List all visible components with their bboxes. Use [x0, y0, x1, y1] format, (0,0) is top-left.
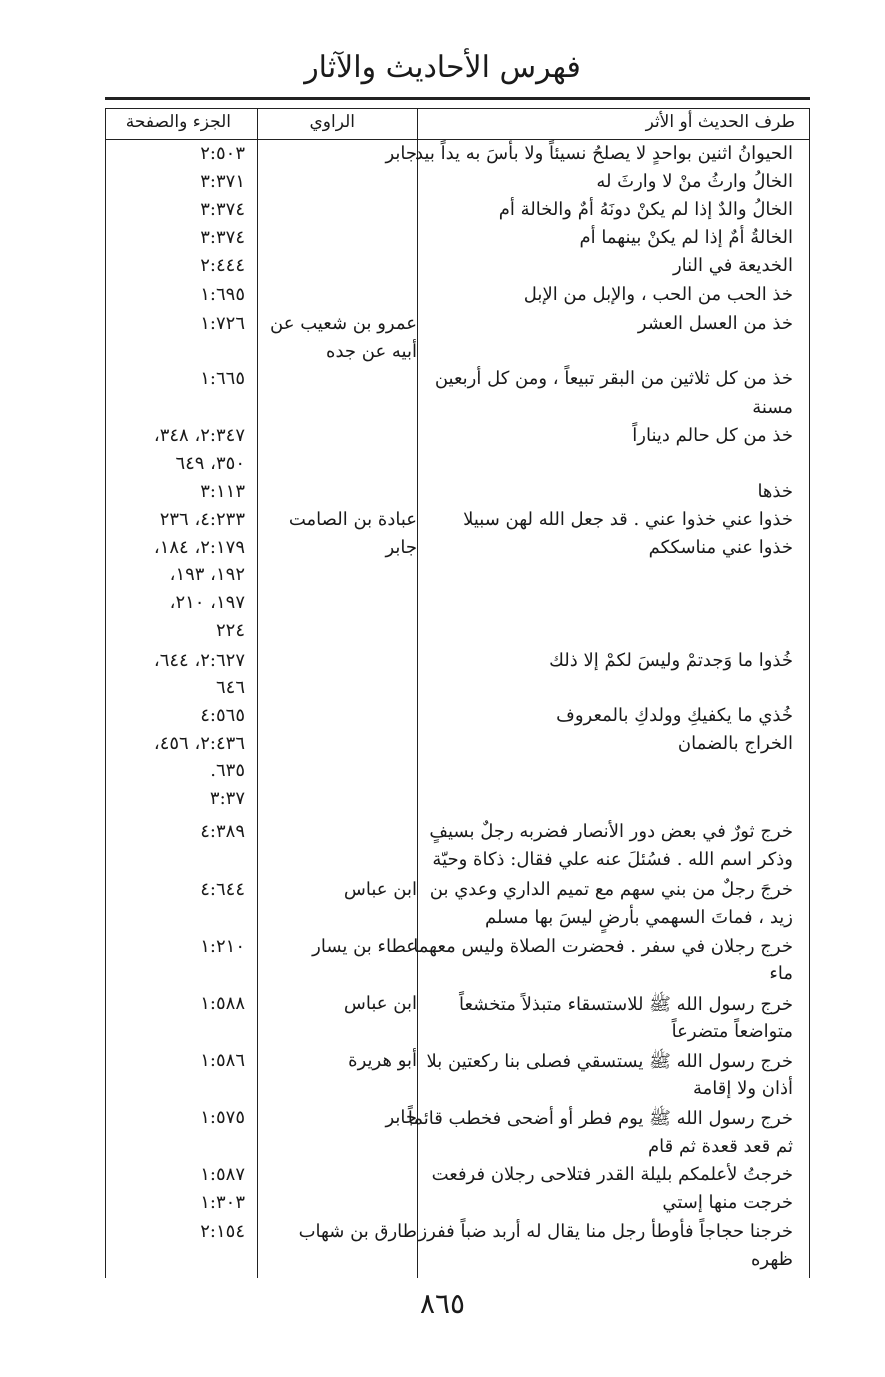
entry-text: الخالةُ أمٌ إذا لم يكنْ بينهما أم: [579, 227, 793, 248]
entry-pages: ٣:٣٧: [209, 788, 245, 809]
entry-text: وذكر اسم الله . فسُئلَ عنه علي فقال: ذكاة وحيّة: [432, 849, 793, 870]
entry-text: خرجت منها إستي: [662, 1192, 793, 1213]
entry-text: الخالُ وارثُ منْ لا وارثَ له: [596, 171, 793, 192]
entry-text: خذ من كل ثلاثين من البقر تبيعاً ، ومن كل أربعين: [434, 368, 793, 389]
entry-text: خرج رسول الله ﷺ للاستسقاء متبذلاً متخشعاً: [459, 994, 793, 1015]
title-rule: [105, 97, 810, 100]
entry-pages: ٣:٣٧١: [200, 171, 245, 192]
entry-pages: ٤:٥٦٥: [200, 705, 245, 726]
entry-narrator: طارق بن شهاب: [298, 1221, 417, 1242]
entry-text: ثم قعد قعدة ثم قام: [647, 1136, 793, 1157]
entry-pages: ٣:١١٣: [200, 481, 245, 502]
header-text-column: طرف الحديث أو الأثر: [645, 112, 795, 132]
entry-pages: ٢:٦٢٧، ٦٤٤،: [153, 650, 245, 671]
entry-pages: ٢٢٤: [215, 620, 245, 641]
entry-text: خُذي ما يكفيكِ وولدكِ بالمعروف: [556, 705, 793, 726]
entry-text: خرج رسول الله ﷺ يوم فطر أو أضحى فخطب قائماً: [407, 1108, 793, 1129]
entry-text: خرجنا حجاجاً فأوطأ رجل منا يقال له أربد ضباً ففرز: [418, 1221, 793, 1242]
entry-narrator: أبو هريرة: [348, 1050, 417, 1071]
entry-text: زيد ، فماتَ السهمي بأرضٍ ليسَ بها مسلم: [485, 907, 793, 928]
entry-text: خرج ثورٌ في بعض دور الأنصار فضربه رجلٌ بسيفٍ: [429, 821, 793, 842]
entry-text: الخالُ والدٌ إذا لم يكنْ دونَهُ أمٌ والخالة أم: [498, 199, 793, 220]
entry-pages: ٦٤٦: [215, 677, 245, 698]
entry-text: خذ من كل حالم ديناراً: [632, 425, 793, 446]
entry-text: خرجَ رجلٌ من بني سهم مع تميم الداري وعدي بن: [429, 879, 793, 900]
entry-text: خذ من العسل العشر: [637, 313, 793, 334]
entry-pages: ١:٥٨٧: [200, 1164, 245, 1185]
entry-pages: ٣:٣٧٤: [200, 199, 245, 220]
entry-narrator: عمرو بن شعيب عن: [270, 313, 417, 334]
entry-pages: ٣٥٠، ٦٤٩: [175, 453, 245, 474]
entry-pages: ١:٥٨٨: [200, 993, 245, 1014]
entry-pages: ٢:٣٤٧، ٣٤٨،: [153, 425, 245, 446]
table-top-border: [105, 108, 810, 109]
entry-text: خذ الحب من الحب ، والإبل من الإبل: [523, 284, 793, 305]
entry-text: خرج رجلان في سفر . فحضرت الصلاة وليس معهما: [413, 936, 793, 957]
entry-text: خذوا عني خذوا عني . قد جعل الله لهن سبيلا: [463, 509, 793, 530]
entry-text: الحيوانُ اثنين بواحدٍ لا يصلحُ نسيئاً ولا بأسَ به يداً بيد: [414, 143, 793, 164]
entry-text: خرجتُ لأعلمكم بليلة القدر فتلاحى رجلان فرفعت: [431, 1164, 793, 1185]
entry-text: ماء: [769, 963, 793, 984]
entry-text: الخراج بالضمان: [677, 733, 793, 754]
entry-text: خذوا عني مناسككم: [648, 537, 793, 558]
entry-pages: ٢:٥٠٣: [200, 143, 245, 164]
column-divider-pages: [257, 108, 258, 1278]
entry-pages: ٣:٣٧٤: [200, 227, 245, 248]
entry-narrator: جابر: [385, 1107, 417, 1128]
entry-pages: ٦٣٥.: [210, 760, 245, 781]
entry-text: خرج رسول الله ﷺ يستسقي فصلى بنا ركعتين بلا: [426, 1051, 793, 1072]
header-divider: [105, 139, 810, 140]
page-title: فهرس الأحاديث والآثار: [304, 50, 581, 85]
entry-pages: ٢:١٥٤: [200, 1221, 245, 1242]
header-narrator-column: الراوي: [309, 112, 355, 132]
entry-pages: ٢:٤٤٤: [200, 255, 245, 276]
entry-narrator: عطاء بن يسار: [312, 936, 417, 957]
entry-text: أذان ولا إقامة: [692, 1078, 793, 1099]
entry-pages: ٢:١٧٩، ١٨٤،: [153, 537, 245, 558]
entry-pages: ١:٥٨٦: [200, 1050, 245, 1071]
entry-text: خذها: [757, 481, 793, 502]
entry-pages: ١:٦٦٥: [200, 368, 245, 389]
header-pages-column: الجزء والصفحة: [125, 112, 231, 132]
entry-text: مسنة: [752, 397, 793, 418]
entry-narrator: جابر: [385, 143, 417, 164]
entry-narrator: ابن عباس: [343, 993, 417, 1014]
page-number: ٨٦٥: [419, 1287, 466, 1320]
entry-narrator: ابن عباس: [343, 879, 417, 900]
entry-text: متواضعاً متضرعاً: [671, 1021, 793, 1042]
entry-text: الخديعة في النار: [672, 255, 793, 276]
entry-pages: ١٩٢، ١٩٣،: [169, 564, 245, 585]
entry-narrator: جابر: [385, 537, 417, 558]
entry-pages: ١:٣٠٣: [200, 1192, 245, 1213]
entry-text: خُذوا ما وَجدتمْ وليسَ لكمْ إلا ذلك: [549, 650, 793, 671]
entry-pages: ١:٥٧٥: [200, 1107, 245, 1128]
table-right-border: [809, 108, 810, 1278]
entry-pages: ١:٢١٠: [200, 936, 245, 957]
entry-pages: ٤:٢٣٣، ٢٣٦: [159, 509, 245, 530]
entry-pages: ١٩٧، ٢١٠،: [169, 592, 245, 613]
entry-pages: ٢:٤٣٦، ٤٥٦،: [153, 733, 245, 754]
entry-text: ظهره: [751, 1249, 793, 1270]
entry-pages: ٤:٣٨٩: [200, 821, 245, 842]
entry-pages: ١:٧٢٦: [200, 313, 245, 334]
entry-pages: ٤:٦٤٤: [200, 879, 245, 900]
entry-pages: ١:٦٩٥: [200, 284, 245, 305]
entry-narrator: أبيه عن جده: [326, 341, 417, 362]
entry-narrator: عبادة بن الصامت: [288, 509, 417, 530]
